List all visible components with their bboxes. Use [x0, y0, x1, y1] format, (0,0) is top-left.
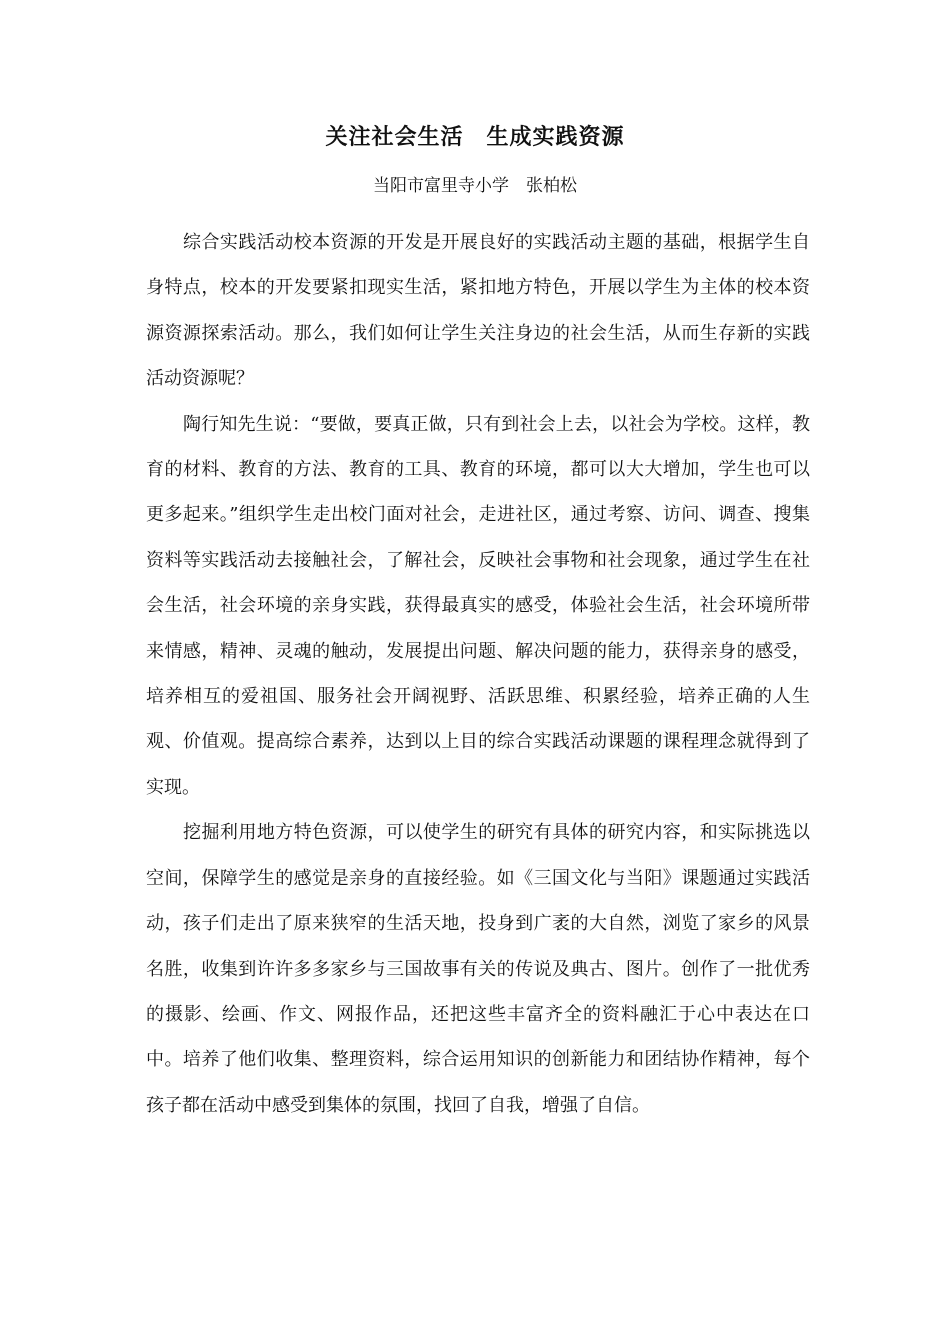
author-line: 当阳市富里寺小学 张柏松 — [373, 176, 577, 196]
document-title: 关注社会生活 生成实践资源 — [325, 124, 625, 150]
paragraph-2: 陶行知先生说：“要做，要真正做，只有到社会上去，以社会为学校。这样，教育的材料、教育的方法、教育的工具、教育的环境，都可以大大增加，学生也可以更多起来。”组织学生走出校门面对社会，走进社区，通过考察、访问、调查、搜集资料等实践活动去接触社会，了解社会，反映社会事物和社会现象，通过学生在社会生活，社会环境的亲身实践，获得最真实的感受，体验社会生活，社会环境所带来情感，精神、灵魂的触动，发展提出问题、解决问题的能力，获得亲身的感受，培养相互的爱祖国、服务社会开阔视野、活跃思维、积累经验，培养正确的人生观、价值观。提高综合素养，达到以上目的综合实践活动课题的课程理念就得到了实现。 — [146, 413, 810, 798]
paragraph-1: 综合实践活动校本资源的开发是开展良好的实践活动主题的基础，根据学生自身特点，校本的开发要紧扣现实生活，紧扣地方特色，开展以学生为主体的校本资源资源探索活动。那么，我们如何让学生关注身边的社会生活，从而生存新的实践活动资源呢？ — [146, 232, 810, 390]
paragraph-3: 挖掘利用地方特色资源，可以使学生的研究有具体的研究内容，和实际挑选以空间，保障学生的感觉是亲身的直接经验。如《三国文化与当阳》课题通过实践活动，孩子们走出了原来狭窄的生活天地，投身到广袤的大自然，浏览了家乡的风景名胜，收集到许许多多家乡与三国故事有关的传说及典古、图片。创作了一批优秀的摄影、绘画、作文、网报作品，还把这些丰富齐全的资料融汇于心中表达在口中。培养了他们收集、整理资料，综合运用知识的创新能力和团结协作精神，每个孩子都在活动中感受到集体的氛围，找回了自我，增强了自信。 — [146, 822, 810, 1116]
document-body — [146, 220, 810, 1128]
